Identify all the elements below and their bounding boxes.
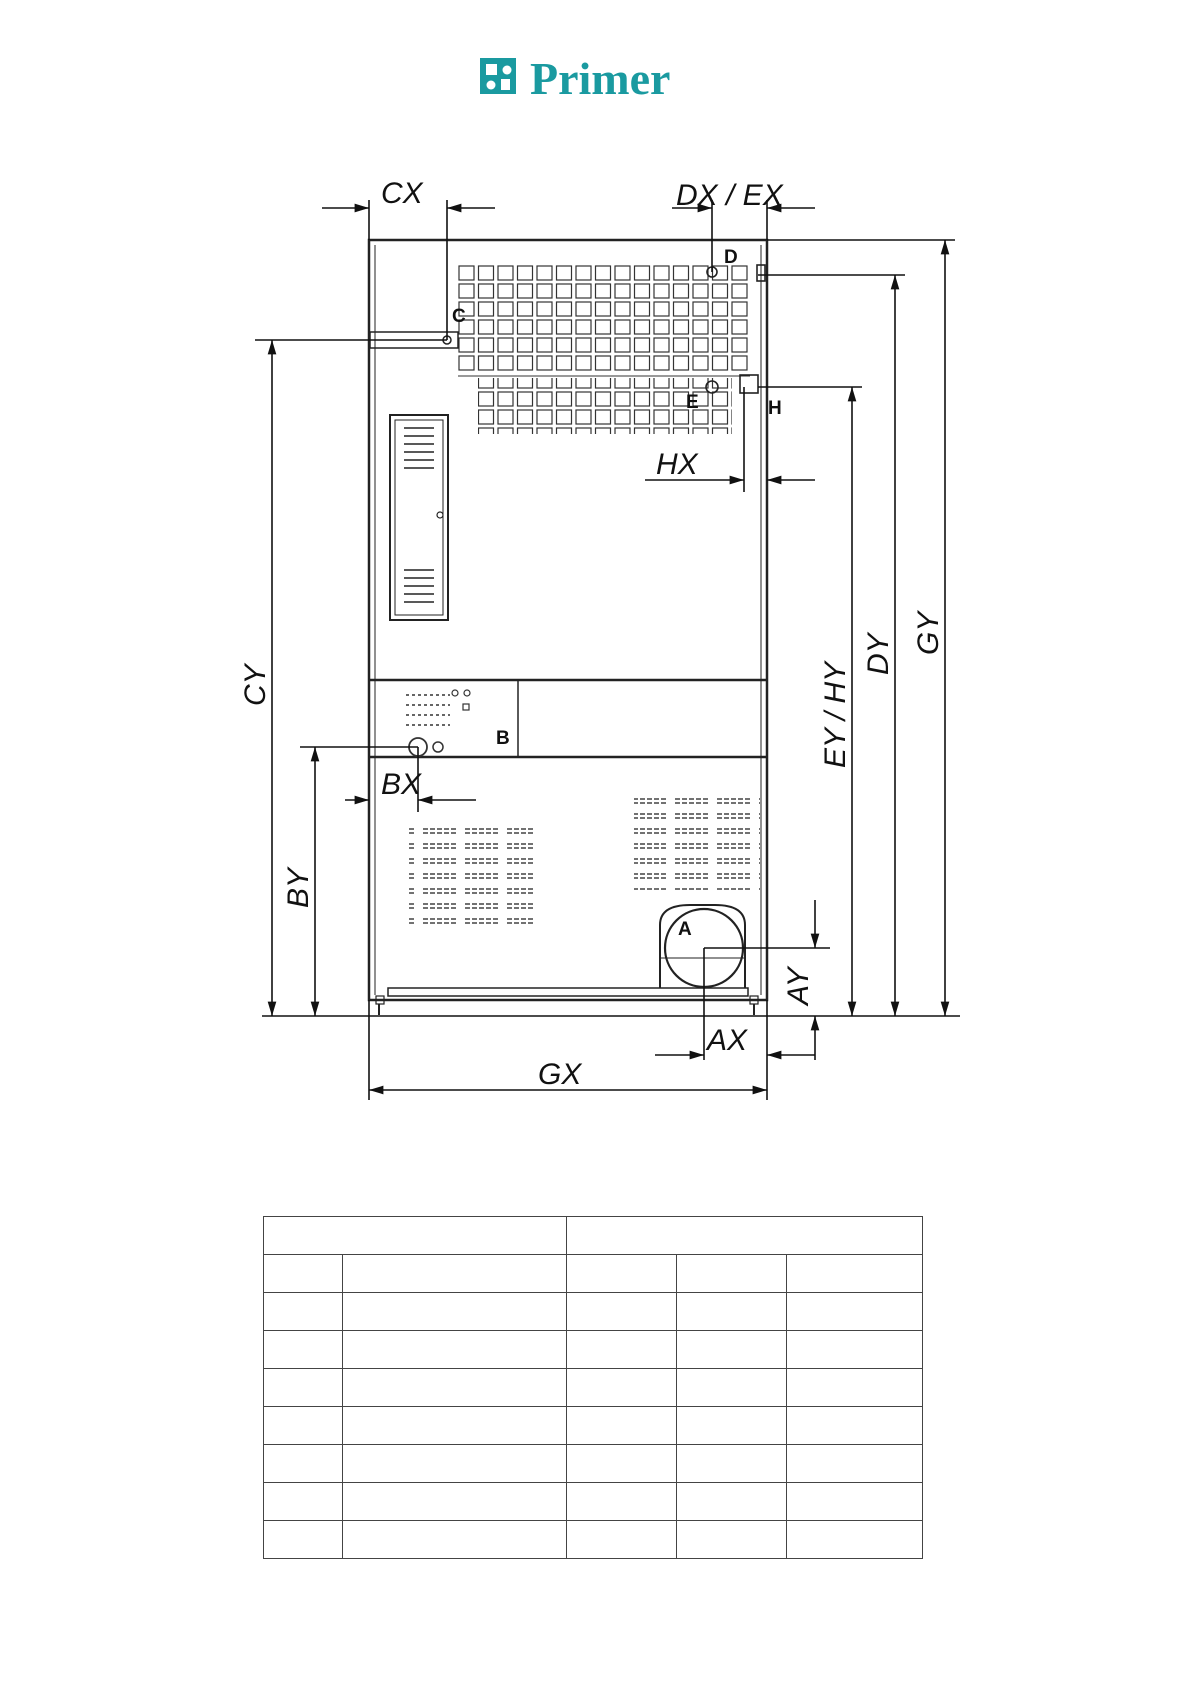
table-cell [264,1369,343,1407]
dim-label-dx-ex: DX / EX [676,179,783,212]
table-cell [787,1445,923,1483]
table-row [264,1521,923,1559]
dim-label-ay: AY [782,967,815,1005]
table-cell [264,1483,343,1521]
point-label-h: H [768,398,782,419]
table-row [264,1331,923,1369]
table-cell [787,1293,923,1331]
table-row [264,1483,923,1521]
table-cell [343,1445,567,1483]
table-cell [677,1293,787,1331]
fan-housing [660,905,745,988]
lower-right-louvres [634,790,760,890]
table-cell [677,1255,787,1293]
table-cell [264,1445,343,1483]
table-cell [567,1407,677,1445]
table-cell [787,1255,923,1293]
table-row [264,1255,923,1293]
table-cell [787,1521,923,1559]
table-cell [343,1331,567,1369]
table-cell [787,1331,923,1369]
table-cell [567,1331,677,1369]
table-header-row [264,1217,923,1255]
control-panel [406,690,470,756]
point-label-b: B [496,728,510,749]
table-cell [343,1293,567,1331]
table-cell [264,1407,343,1445]
table-cell [264,1331,343,1369]
table-cell [787,1483,923,1521]
side-access-panel [390,415,448,620]
point-label-a: A [678,919,692,940]
table-cell [264,1255,343,1293]
dim-label-ax: AX [707,1024,748,1057]
table-row [264,1293,923,1331]
dim-label-gy: GY [912,611,945,655]
dim-label-hx: HX [656,448,698,481]
table-cell [343,1369,567,1407]
table-cell [567,1255,677,1293]
table-cell [677,1521,787,1559]
dim-label-cx: CX [381,177,423,210]
brand-name: Primer [530,53,671,102]
dim-label-cy: CY [239,664,272,706]
dim-label-ey-hy: EY / HY [819,661,852,768]
table-cell [677,1331,787,1369]
table-cell [264,1293,343,1331]
dim-label-bx: BX [381,768,422,801]
table-cell [343,1407,567,1445]
table-cell [343,1255,567,1293]
table-row [264,1369,923,1407]
table-cell [787,1369,923,1407]
table-row [264,1407,923,1445]
table-cell [677,1407,787,1445]
table-header-cell [264,1217,567,1255]
lower-left-louvres [409,823,535,928]
table-cell [787,1407,923,1445]
table-cell [264,1521,343,1559]
table-cell [677,1483,787,1521]
table-cell [567,1445,677,1483]
table-cell [567,1483,677,1521]
table-cell [677,1369,787,1407]
dim-label-dy: DY [862,633,895,675]
table-header-cell [567,1217,923,1255]
specification-table [263,1216,923,1559]
point-label-c: C [452,306,466,327]
table-cell [567,1369,677,1407]
dim-label-by: BY [282,867,315,908]
table-row [264,1445,923,1483]
table-cell [677,1445,787,1483]
point-label-e: E [686,392,699,413]
table-cell [567,1293,677,1331]
table-cell [343,1483,567,1521]
table-cell [567,1521,677,1559]
dim-label-gx: GX [538,1058,582,1091]
table-cell [343,1521,567,1559]
point-label-d: D [724,247,738,268]
top-vent-grid [458,265,750,434]
